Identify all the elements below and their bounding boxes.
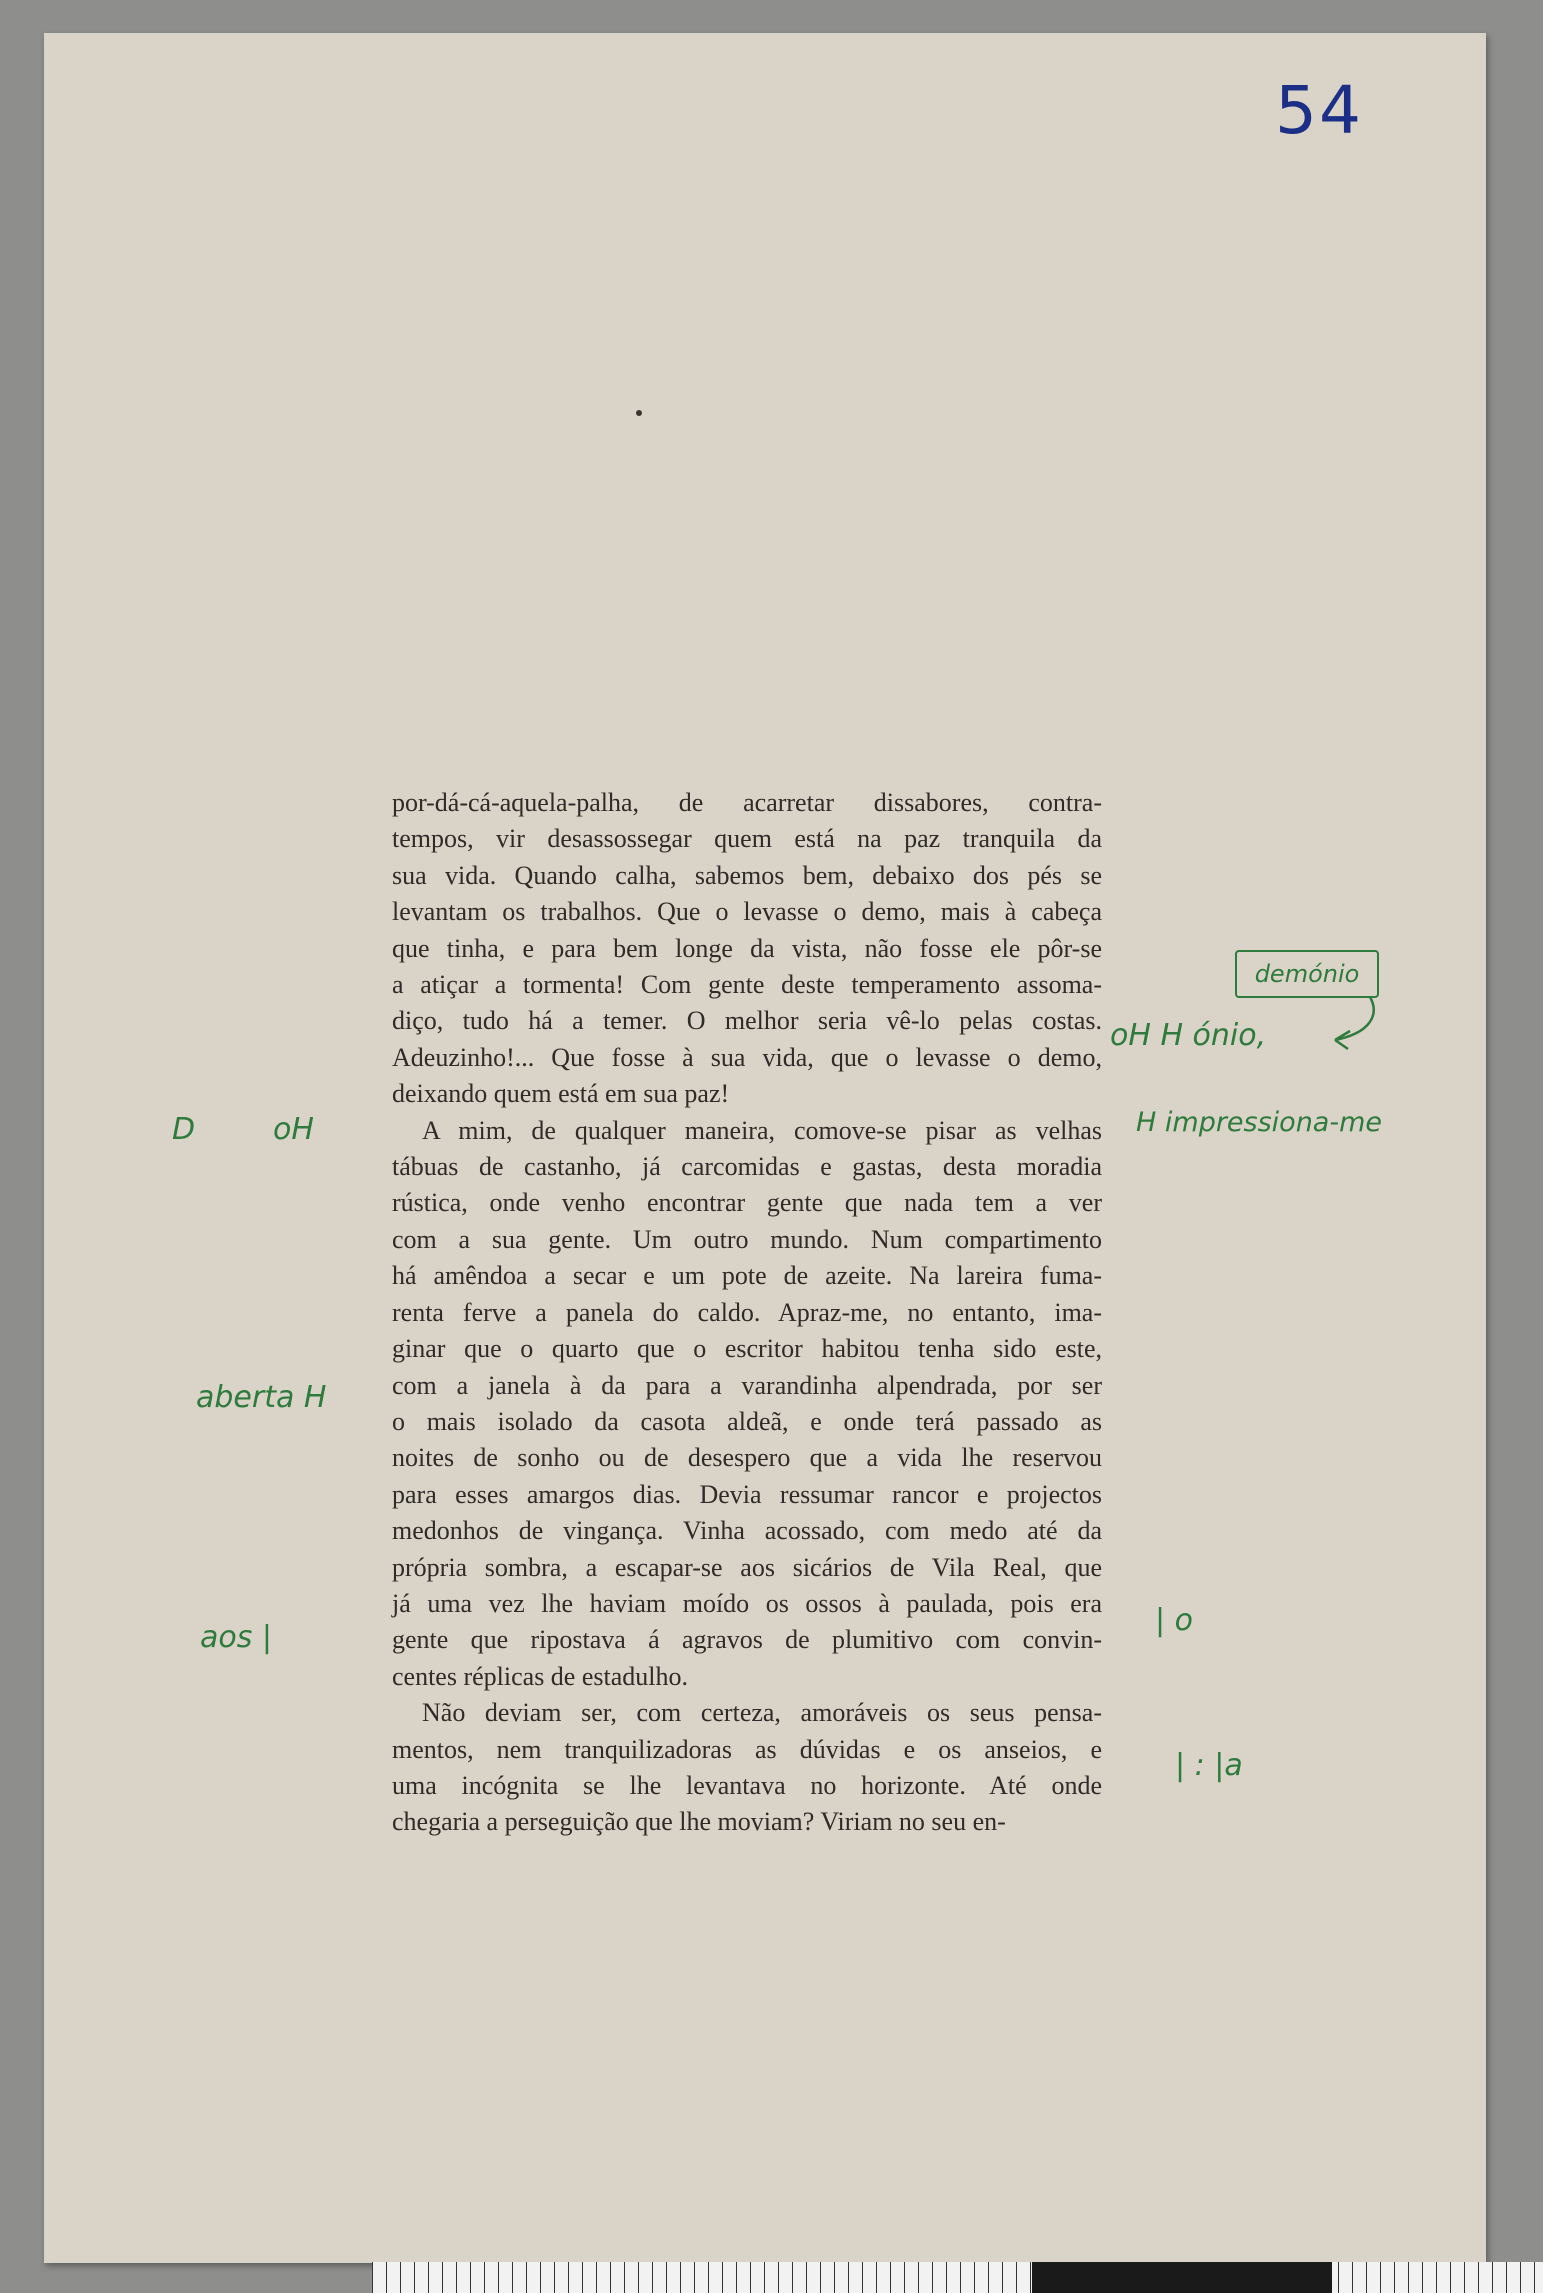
text-line: mentos, nem tranquilizadoras as dúvidas e os anseios, e — [392, 1734, 1102, 1764]
annotation-aberta: aberta H — [196, 1380, 327, 1415]
text-line: o mais isolado da casota aldeã, e onde terá passado as — [392, 1406, 1102, 1436]
text-line: tábuas de castanho, já carcomidas e gastas, desta moradia — [392, 1152, 1102, 1182]
text-line: para esses amargos dias. Devia ressumar rancor e projectos — [392, 1479, 1102, 1509]
annotation-arrow-icon — [1330, 995, 1390, 1055]
annotation-left-D: D — [172, 1112, 196, 1147]
text-line: diço, tudo há a temer. O melhor seria vê-lo pelas costas. — [392, 1006, 1102, 1036]
body-text — [392, 785, 1102, 1841]
text-line: há amêndoa a secar e um pote de azeite. Na lareira fuma- — [392, 1261, 1102, 1291]
page-number: 54 — [1275, 72, 1363, 149]
text-line: uma incógnita se lhe levantava no horizonte. Até onde — [392, 1770, 1102, 1800]
text-line: levantam os trabalhos. Que o levasse o demo, mais à cabeça — [392, 897, 1102, 927]
scale-ruler — [372, 2262, 1543, 2293]
text-line: já uma vez lhe haviam moído os ossos à paulada, pois era — [392, 1588, 1102, 1618]
text-line: ginar que o quarto que o escritor habitou tenha sido este, — [392, 1334, 1102, 1364]
annotation-right-a: | : |a — [1175, 1748, 1243, 1783]
ruler-block — [1032, 2262, 1332, 2293]
text-line: rústica, onde venho encontrar gente que nada tem a ver — [392, 1188, 1102, 1218]
text-line: A mim, de qualquer maneira, comove-se pisar as velhas — [422, 1115, 1102, 1145]
text-line: a atiçar a tormenta! Com gente deste temperamento assoma- — [392, 970, 1102, 1000]
annotation-left-oH: oH — [273, 1112, 314, 1147]
annotation-demonio-box: demónio — [1235, 950, 1379, 998]
text-line: que tinha, e para bem longe da vista, não fosse ele pôr-se — [392, 933, 1102, 963]
text-line: noites de sonho ou de desespero que a vida lhe reservou — [392, 1443, 1102, 1473]
text-line: centes réplicas de estadulho. — [392, 1661, 688, 1691]
text-line: Adeuzinho!... Que fosse à sua vida, que o levasse o demo, — [392, 1042, 1102, 1072]
text-line: própria sombra, a escapar-se aos sicários de Vila Real, que — [392, 1552, 1102, 1582]
text-line: tempos, vir desassossegar quem está na paz tranquila da — [392, 824, 1102, 854]
text-line: com a sua gente. Um outro mundo. Num compartimento — [392, 1224, 1102, 1254]
annotation-impressiona: H impressiona-me — [1136, 1107, 1383, 1138]
paper-speck — [636, 410, 642, 416]
text-line: medonhos de vingança. Vinha acossado, com medo até da — [392, 1516, 1102, 1546]
text-line: sua vida. Quando calha, sabemos bem, debaixo dos pés se — [392, 860, 1102, 890]
annotation-aos: aos | — [200, 1620, 273, 1655]
text-line: gente que ripostava á agravos de plumitivo com convin- — [392, 1625, 1102, 1655]
text-line: com a janela à da para a varandinha alpendrada, por ser — [392, 1370, 1102, 1400]
text-line: Não deviam ser, com certeza, amoráveis os seus pensa- — [422, 1698, 1102, 1728]
annotation-right-o: | o — [1155, 1603, 1193, 1638]
text-line: renta ferve a panela do caldo. Apraz-me, no entanto, ima- — [392, 1297, 1102, 1327]
text-line: por-dá-cá-aquela-palha, de acarretar dissabores, contra- — [392, 788, 1102, 817]
text-line: deixando quem está em sua paz! — [392, 1079, 730, 1109]
annotation-demonio-correction: oH H ónio, — [1110, 1018, 1267, 1053]
text-line: chegaria a perseguição que lhe moviam? Viriam no seu en- — [392, 1807, 1006, 1837]
